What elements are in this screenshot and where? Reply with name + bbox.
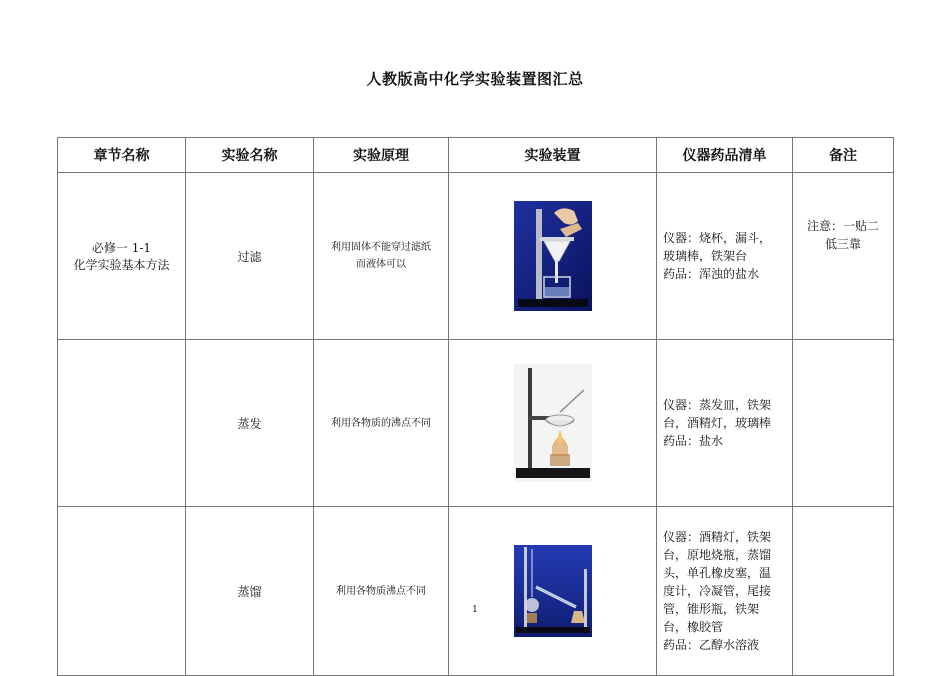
materials-line: 头，单孔橡皮塞，温 xyxy=(663,566,772,580)
page-number: 1 xyxy=(472,605,478,615)
experiment-name-cell: 蒸馏 xyxy=(186,507,314,676)
materials-cell xyxy=(657,173,793,340)
chapter-line: 化学实验基本方法 xyxy=(73,258,170,272)
note-line: 低三靠 xyxy=(824,237,861,251)
chapter-cell xyxy=(58,507,186,676)
header-experiment-name: 实验名称 xyxy=(186,138,314,173)
header-materials: 仪器药品清单 xyxy=(657,138,793,173)
apparatus-cell xyxy=(449,340,657,507)
principle-line: 而液体可以 xyxy=(356,259,406,270)
principle-cell: 利用各物质的沸点不同 xyxy=(314,340,449,507)
materials-line: 台，橡胶管 xyxy=(663,620,724,634)
header-notes: 备注 xyxy=(793,138,894,173)
chapter-cell xyxy=(58,173,186,340)
materials-cell xyxy=(657,340,793,507)
materials-line: 玻璃棒，铁架台 xyxy=(663,249,748,263)
experiment-table xyxy=(57,137,894,676)
table-row xyxy=(58,340,894,507)
table-row xyxy=(58,173,894,340)
materials-line: 仪器：烧杯，漏斗， xyxy=(663,231,772,245)
materials-line: 药品：乙醇水溶液 xyxy=(663,638,760,652)
header-principle: 实验原理 xyxy=(314,138,449,173)
materials-line: 台，酒精灯，玻璃棒 xyxy=(663,416,772,430)
note-line: 注意：一贴二 xyxy=(806,219,879,233)
materials-line: 仪器：蒸发皿，铁架 xyxy=(663,398,772,412)
chapter-line: 必修一 1-1 xyxy=(91,241,152,255)
table-row xyxy=(58,507,894,676)
table-header-row xyxy=(58,138,894,173)
experiment-name-cell: 过滤 xyxy=(186,173,314,340)
principle-cell xyxy=(314,173,449,340)
principle-cell: 利用各物质沸点不同 xyxy=(314,507,449,676)
evaporation-apparatus-image xyxy=(514,364,592,482)
filtration-apparatus-image xyxy=(514,201,592,311)
notes-cell xyxy=(793,173,894,340)
materials-line: 药品：浑浊的盐水 xyxy=(663,267,760,281)
materials-line: 管，锥形瓶，铁架 xyxy=(663,602,760,616)
page-title: 人教版高中化学实验装置图汇总 xyxy=(366,70,584,88)
materials-line: 台，原地烧瓶，蒸馏 xyxy=(663,548,772,562)
apparatus-cell xyxy=(449,173,657,340)
materials-line: 药品：盐水 xyxy=(663,434,724,448)
header-chapter: 章节名称 xyxy=(58,138,186,173)
header-apparatus: 实验装置 xyxy=(449,138,657,173)
materials-line: 仪器：酒精灯，铁架 xyxy=(663,530,772,544)
notes-cell xyxy=(793,340,894,507)
apparatus-cell xyxy=(449,507,657,676)
materials-cell xyxy=(657,507,793,676)
chapter-cell xyxy=(58,340,186,507)
experiment-name-cell: 蒸发 xyxy=(186,340,314,507)
principle-line: 利用固体不能穿过滤纸 xyxy=(331,242,431,253)
notes-cell xyxy=(793,507,894,676)
distillation-apparatus-image xyxy=(514,545,592,637)
materials-line: 度计，冷凝管，尾接 xyxy=(663,584,772,598)
